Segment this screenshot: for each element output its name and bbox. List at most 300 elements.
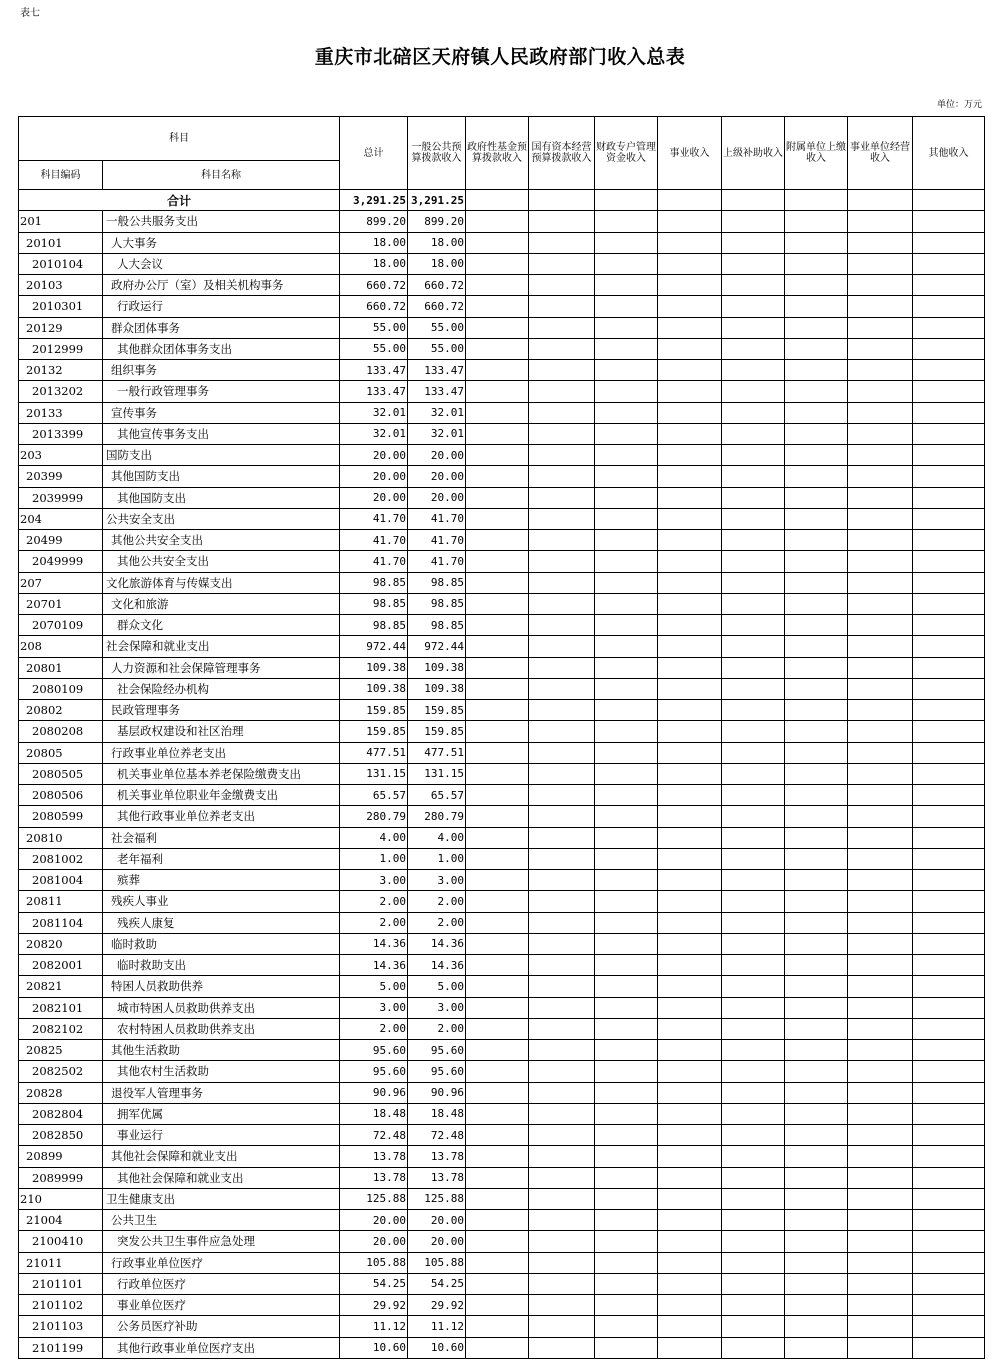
empty-cell [913,742,985,763]
table-row [19,466,985,487]
empty-cell [848,1040,913,1061]
general-budget-amount: 11.12 [408,1316,466,1337]
subject-name: 事业单位医疗 [103,1295,340,1316]
empty-cell [658,785,722,806]
empty-cell [595,636,658,657]
empty-cell [785,1337,848,1358]
empty-cell [466,211,529,232]
empty-cell [722,785,785,806]
empty-cell [848,1252,913,1273]
empty-cell [595,1295,658,1316]
empty-cell [466,848,529,869]
empty-cell [595,551,658,572]
subject-name: 行政单位医疗 [103,1273,340,1294]
empty-cell [913,763,985,784]
empty-cell [595,232,658,253]
empty-cell [785,1040,848,1061]
empty-cell [658,827,722,848]
empty-cell [848,1231,913,1252]
empty-cell [848,657,913,678]
empty-cell [466,657,529,678]
total-amount: 3.00 [340,997,408,1018]
empty-cell [913,955,985,976]
table-number-label: 表七 [20,8,40,19]
general-budget-amount: 20.00 [408,1231,466,1252]
empty-cell [658,1018,722,1039]
empty-cell [722,232,785,253]
empty-cell [722,1273,785,1294]
total-amount: 90.96 [340,1082,408,1103]
empty-cell [466,1018,529,1039]
empty-cell [913,253,985,274]
table-row [19,296,985,317]
empty-cell [785,1252,848,1273]
empty-cell [658,253,722,274]
empty-cell [913,317,985,338]
empty-cell [848,1061,913,1082]
empty-cell [595,997,658,1018]
subject-name: 行政事业单位医疗 [103,1252,340,1273]
empty-cell [913,615,985,636]
empty-cell [466,1295,529,1316]
table-row [19,700,985,721]
empty-cell [913,1103,985,1124]
subject-code: 2082001 [19,955,103,976]
total-amount: 18.48 [340,1103,408,1124]
table-row [19,636,985,657]
header-subject-code: 科目编码 [19,161,103,190]
general-budget-amount: 105.88 [408,1252,466,1273]
subject-name: 基层政权建设和社区治理 [103,721,340,742]
empty-cell [848,763,913,784]
general-budget-amount: 18.00 [408,232,466,253]
empty-cell [595,1018,658,1039]
empty-cell [595,317,658,338]
empty-cell [658,1273,722,1294]
empty-cell [658,1146,722,1167]
header-affiliated-unit: 附属单位上缴收入 [785,117,848,190]
subject-name: 其他公共安全支出 [103,551,340,572]
table-row [19,848,985,869]
empty-cell [913,593,985,614]
empty-cell [595,615,658,636]
empty-cell [722,381,785,402]
empty-cell [785,551,848,572]
subject-name: 宣传事务 [103,402,340,423]
empty-cell [722,1188,785,1209]
subject-name: 行政运行 [103,296,340,317]
subject-code: 204 [19,508,103,529]
empty-cell [658,508,722,529]
empty-cell [913,1316,985,1337]
empty-cell [658,1252,722,1273]
empty-cell [785,1061,848,1082]
empty-cell [466,423,529,444]
subject-code: 2101102 [19,1295,103,1316]
empty-cell [913,1040,985,1061]
empty-cell [595,827,658,848]
table-row [19,763,985,784]
subject-name: 社会福利 [103,827,340,848]
subject-code: 20701 [19,593,103,614]
empty-cell [529,1337,595,1358]
general-budget-amount: 18.00 [408,253,466,274]
empty-cell [785,700,848,721]
empty-cell [913,275,985,296]
empty-cell [529,1188,595,1209]
empty-cell [785,338,848,359]
subject-name: 国防支出 [103,445,340,466]
table-row [19,572,985,593]
empty-cell [722,848,785,869]
table-row [19,402,985,423]
empty-cell [913,891,985,912]
empty-cell [529,1061,595,1082]
empty-cell [529,253,595,274]
empty-cell [529,1103,595,1124]
empty-cell [913,402,985,423]
subject-name: 人大事务 [103,232,340,253]
empty-cell [913,381,985,402]
empty-cell [595,700,658,721]
subject-code: 2082850 [19,1125,103,1146]
empty-cell [595,296,658,317]
empty-cell [658,912,722,933]
empty-cell [785,402,848,423]
empty-cell [722,1252,785,1273]
subject-name: 其他行政事业单位养老支出 [103,806,340,827]
empty-cell [785,1316,848,1337]
empty-cell [595,275,658,296]
general-budget-amount: 72.48 [408,1125,466,1146]
empty-cell [529,912,595,933]
general-budget-amount: 159.85 [408,721,466,742]
empty-cell [722,1231,785,1252]
empty-cell [785,1210,848,1231]
empty-cell [722,1018,785,1039]
empty-cell [722,551,785,572]
empty-cell [466,317,529,338]
empty-cell [529,593,595,614]
empty-cell [595,870,658,891]
subject-name: 一般公共服务支出 [103,211,340,232]
empty-cell [466,445,529,466]
empty-cell [595,381,658,402]
table-row [19,338,985,359]
empty-cell [913,1337,985,1358]
subject-name: 拥军优属 [103,1103,340,1124]
general-budget-amount: 109.38 [408,657,466,678]
empty-cell [848,466,913,487]
subject-name: 民政管理事务 [103,700,340,721]
empty-cell [595,1103,658,1124]
general-budget-amount: 18.48 [408,1103,466,1124]
empty-cell [595,1082,658,1103]
empty-cell [848,933,913,954]
empty-cell [658,338,722,359]
empty-cell [722,402,785,423]
empty-cell [848,1082,913,1103]
table-row [19,381,985,402]
empty-cell [848,381,913,402]
empty-cell [595,572,658,593]
table-row [19,657,985,678]
empty-cell [595,1231,658,1252]
subject-name: 临时救助支出 [103,955,340,976]
table-row [19,487,985,508]
empty-cell [466,275,529,296]
subject-code: 20129 [19,317,103,338]
general-budget-amount: 20.00 [408,445,466,466]
general-budget-amount: 2.00 [408,912,466,933]
total-amount: 972.44 [340,636,408,657]
general-budget-amount: 660.72 [408,275,466,296]
general-budget-amount: 41.70 [408,551,466,572]
empty-cell [785,487,848,508]
total-amount: 14.36 [340,955,408,976]
subject-code: 2082102 [19,1018,103,1039]
subject-name: 其他行政事业单位医疗支出 [103,1337,340,1358]
empty-cell [785,827,848,848]
empty-cell [466,1146,529,1167]
total-amount: 11.12 [340,1316,408,1337]
empty-cell [466,1231,529,1252]
empty-cell [466,997,529,1018]
empty-cell [595,1252,658,1273]
table-row [19,933,985,954]
table-row [19,1252,985,1273]
empty-cell [529,1273,595,1294]
empty-cell [658,721,722,742]
empty-cell [466,891,529,912]
empty-cell [466,955,529,976]
general-budget-amount: 32.01 [408,423,466,444]
empty-cell [529,997,595,1018]
total-amount: 20.00 [340,445,408,466]
empty-cell [848,848,913,869]
empty-cell [658,530,722,551]
empty-cell [466,933,529,954]
subject-code: 2080109 [19,678,103,699]
empty-cell [529,487,595,508]
total-amount: 109.38 [340,678,408,699]
table-row [19,232,985,253]
general-budget-amount: 55.00 [408,317,466,338]
subject-name: 退役军人管理事务 [103,1082,340,1103]
empty-cell [658,997,722,1018]
general-budget-amount: 98.85 [408,593,466,614]
total-amount: 41.70 [340,530,408,551]
empty-cell [529,551,595,572]
total-amount: 2.00 [340,891,408,912]
subject-code: 2081104 [19,912,103,933]
empty-cell [848,827,913,848]
empty-cell [658,763,722,784]
subject-name: 其他生活救助 [103,1040,340,1061]
empty-cell [848,678,913,699]
general-budget-amount: 972.44 [408,636,466,657]
subject-name: 事业运行 [103,1125,340,1146]
general-budget-amount: 95.60 [408,1061,466,1082]
subject-name: 群众文化 [103,615,340,636]
empty-cell [658,933,722,954]
empty-cell [466,1103,529,1124]
total-amount: 98.85 [340,572,408,593]
subject-name: 一般行政管理事务 [103,381,340,402]
empty-cell [848,1273,913,1294]
empty-cell [848,487,913,508]
subject-code: 2013399 [19,423,103,444]
empty-cell [913,572,985,593]
subject-name: 人力资源和社会保障管理事务 [103,657,340,678]
subject-code: 20899 [19,1146,103,1167]
table-row [19,678,985,699]
empty-cell [466,1337,529,1358]
subject-code: 2080505 [19,763,103,784]
subject-code: 2100410 [19,1231,103,1252]
empty-cell [529,466,595,487]
subject-name: 公务员医疗补助 [103,1316,340,1337]
empty-cell [466,572,529,593]
subject-name: 机关事业单位职业年金缴费支出 [103,785,340,806]
empty-cell [529,1252,595,1273]
subject-code: 2101101 [19,1273,103,1294]
empty-cell [595,657,658,678]
empty-cell [595,1146,658,1167]
empty-cell [466,338,529,359]
total-amount: 18.00 [340,232,408,253]
empty-cell [722,615,785,636]
total-amount: 29.92 [340,1295,408,1316]
subject-code: 20802 [19,700,103,721]
empty-cell [529,891,595,912]
table-row [19,1125,985,1146]
empty-cell [722,721,785,742]
subject-name: 老年福利 [103,848,340,869]
empty-cell [529,615,595,636]
empty-cell [848,806,913,827]
empty-cell [658,1295,722,1316]
table-row [19,423,985,444]
empty-cell [848,785,913,806]
empty-cell [595,1125,658,1146]
total-amount: 4.00 [340,827,408,848]
subject-code: 20103 [19,275,103,296]
empty-cell [913,338,985,359]
empty-cell [466,721,529,742]
table-row [19,1231,985,1252]
general-budget-amount: 1.00 [408,848,466,869]
empty-cell [466,763,529,784]
empty-cell [466,381,529,402]
empty-cell [722,1040,785,1061]
empty-cell [848,445,913,466]
subject-code: 20825 [19,1040,103,1061]
empty-cell [658,487,722,508]
subject-code: 20811 [19,891,103,912]
empty-cell [848,1295,913,1316]
empty-cell [722,763,785,784]
subject-code: 2080506 [19,785,103,806]
empty-cell [848,338,913,359]
empty-cell [595,508,658,529]
empty-cell [658,402,722,423]
empty-cell [658,593,722,614]
empty-cell [913,1061,985,1082]
table-row [19,211,985,232]
empty-cell [785,211,848,232]
empty-cell [722,593,785,614]
table-row [19,593,985,614]
empty-cell [722,530,785,551]
empty-cell [722,806,785,827]
total-amount: 159.85 [340,721,408,742]
empty-cell [785,742,848,763]
total-amount: 41.70 [340,508,408,529]
table-row [19,530,985,551]
empty-cell [913,912,985,933]
empty-cell [658,1061,722,1082]
empty-cell [913,1188,985,1209]
empty-cell [658,891,722,912]
general-budget-amount: 131.15 [408,763,466,784]
empty-cell [785,912,848,933]
subject-name: 其他宣传事务支出 [103,423,340,444]
empty-cell [529,636,595,657]
subject-name: 其他公共安全支出 [103,530,340,551]
empty-cell [466,1040,529,1061]
subject-name: 群众团体事务 [103,317,340,338]
general-budget-amount: 41.70 [408,508,466,529]
empty-cell [785,785,848,806]
empty-cell [658,1167,722,1188]
empty-cell [466,615,529,636]
empty-cell [658,1337,722,1358]
empty-cell [785,1103,848,1124]
header-total: 总计 [340,117,408,190]
empty-cell [595,891,658,912]
empty-cell [595,530,658,551]
empty-cell [785,423,848,444]
empty-cell [658,636,722,657]
empty-cell [595,593,658,614]
empty-cell [785,763,848,784]
empty-cell [848,275,913,296]
empty-cell [658,976,722,997]
subject-code: 2049999 [19,551,103,572]
empty-cell [785,253,848,274]
subject-name: 政府办公厅（室）及相关机构事务 [103,275,340,296]
subject-name: 突发公共卫生事件应急处理 [103,1231,340,1252]
subject-code: 20810 [19,827,103,848]
empty-cell [785,678,848,699]
table-row [19,997,985,1018]
total-amount: 98.85 [340,615,408,636]
table-row [19,1167,985,1188]
empty-cell [466,912,529,933]
empty-cell [913,657,985,678]
subject-name: 农村特困人员救助供养支出 [103,1018,340,1039]
empty-cell [913,1125,985,1146]
empty-cell [658,317,722,338]
empty-cell [913,806,985,827]
empty-cell [595,338,658,359]
total-amount: 54.25 [340,1273,408,1294]
general-budget-amount: 2.00 [408,1018,466,1039]
empty-cell [722,338,785,359]
empty-cell [785,848,848,869]
total-row [19,190,985,211]
